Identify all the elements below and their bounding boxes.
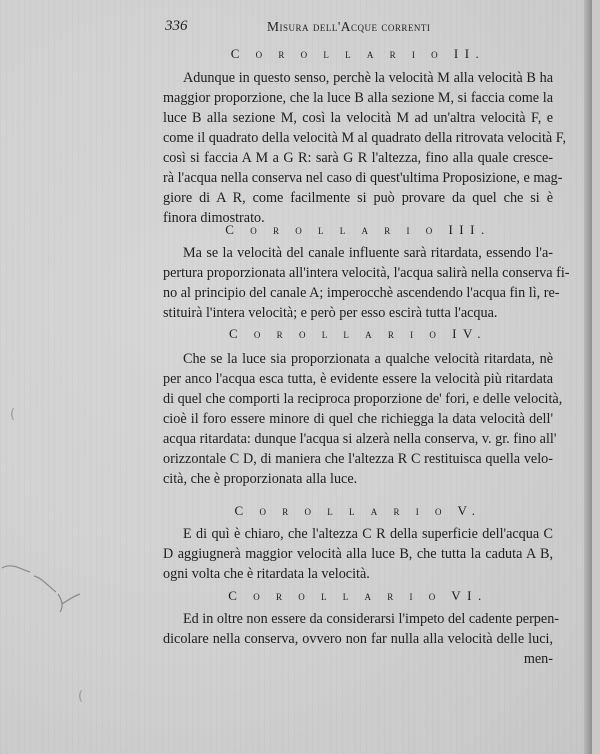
catchword: men- [523, 651, 553, 667]
pencil-scribble-icon [0, 540, 90, 620]
text-line: ogni volta che è ritardata la velocità. [163, 566, 370, 582]
text-line: no al principio del canale A; imperocchè ascendendo l'acqua fin lì, re- [163, 285, 560, 301]
text-line: luce B alla sezione M, così la velocità M ad un'altra velocità F, e [163, 110, 553, 126]
text-line: stituirà l'intera velocità; e però per esso escirà tutta l'acqua. [163, 305, 498, 321]
text-line: di quel che comporti la reciproca proporzione de' fori, e delle velocità, [163, 391, 563, 407]
text-line: Ma se la velocità del canale influente sarà ritardata, essendo l'a- [183, 245, 553, 261]
running-title: Misura dell'Acque correnti [267, 19, 431, 34]
text-line: orizzontale C D, di maniera che l'altezza R C restituisca quella velo- [163, 451, 553, 467]
text-line: acqua ritardata: dunque l'acqua si alzerà nella conserva, v. gr. fino all' [163, 431, 557, 447]
text-line: finora dimostrato. [163, 210, 265, 226]
section-heading: C o r o l l a r i o III. [225, 222, 491, 237]
text-line: cità, che è proporzionata alla luce. [163, 471, 358, 487]
text-line: Adunque in questo senso, perchè la velocità M alla velocità B ha [183, 70, 553, 86]
text-line: D aggiugnerà maggior velocità alla luce B, che tutta la caduta A B, [163, 546, 553, 562]
section-heading: C o r o l l a r i o II. [230, 46, 486, 61]
text-line: Che se la luce sia proporzionata a qualche velocità ritardata, nè [183, 351, 553, 367]
text-line: così si faccia A M a G R: sarà G R l'altezza, fino alla quale cresce- [163, 150, 553, 166]
page-header [163, 18, 553, 36]
text-line: cioè il foro essere minore di quel che richiegga la data velocità dell' [163, 411, 553, 427]
text-line: giore di A R, come facilmente si può provare da quel che si è [163, 190, 553, 206]
text-line: rà l'acqua nella conserva nel caso di quest'ultima Proposizione, e mag- [163, 170, 563, 186]
text-line: per anco l'acqua esca tutta, è evidente essere la velocità più ritardata [163, 371, 553, 387]
text-line: dicolare nella conserva, ovvero non far nulla alla velocità delle luci, [163, 631, 553, 647]
text-line: E di quì è chiaro, che l'altezza C R della superficie dell'acqua C [183, 526, 553, 542]
text-line: Ed in oltre non essere da considerarsi l'impeto del cadente perpen- [183, 611, 560, 627]
section-heading: C o r o l l a r i o V. [234, 503, 482, 518]
section-heading: C o r o l l a r i o VI. [228, 588, 488, 603]
margin-mark-icon: ( [78, 689, 84, 704]
text-line: pertura proporzionata all'intera velocità, l'acqua salirà nella conserva fi- [163, 265, 570, 281]
page-number: 336 [165, 18, 188, 34]
section-heading: C o r o l l a r i o IV. [229, 326, 487, 341]
margin-mark-icon: ( [10, 407, 16, 422]
page-edge-shadow [584, 0, 592, 754]
text-line: maggior proporzione, che la luce B alla sezione M, si faccia come la [163, 90, 553, 106]
text-line: come il quadrato della velocità M al quadrato della ritrovata velocità F, [163, 130, 567, 146]
